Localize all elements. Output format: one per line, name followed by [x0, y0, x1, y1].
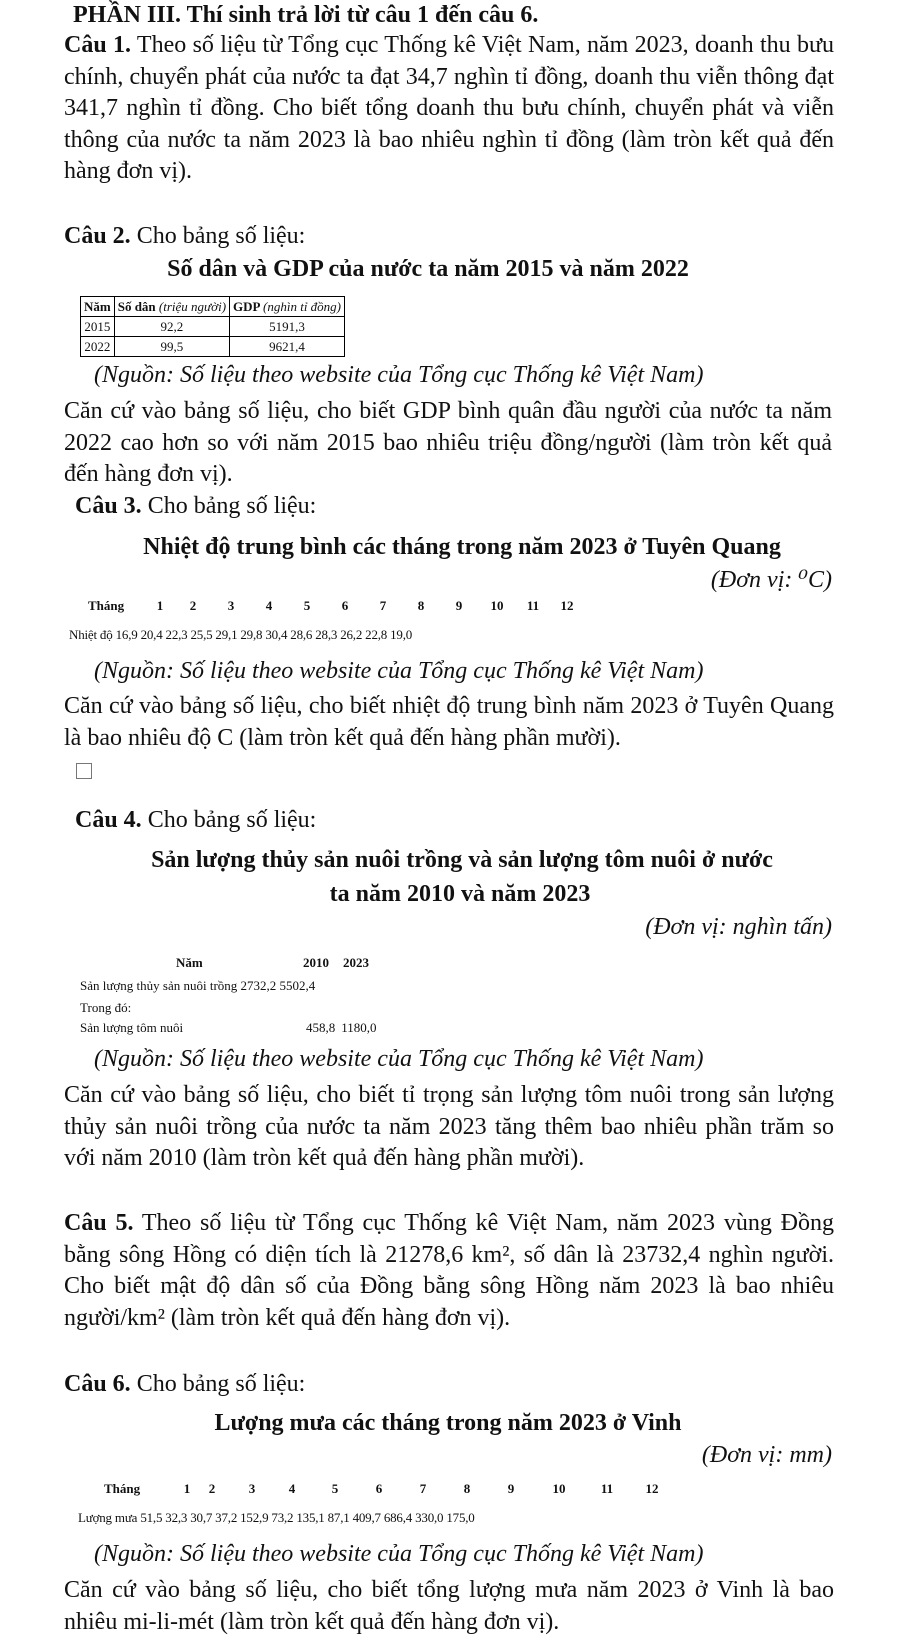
- question-4-text: Căn cứ vào bảng số liệu, cho biết tỉ trọng sản lượng tôm nuôi trong sản lượng thủy sản nuôi trồng của nước ta năm 2023 tăng thêm bao nhiêu phần trăm so với năm 2010 (làm tròn kết quả đến hàng phần mười).: [64, 1082, 834, 1171]
- q3-value: 30,4: [265, 627, 288, 642]
- q4-row-3-value: 1180,0: [341, 1020, 377, 1035]
- gdp-table: [80, 296, 345, 357]
- question-3-intro: [75, 491, 855, 523]
- q6-month: 6: [375, 1481, 383, 1496]
- question-2-intro: [64, 221, 844, 253]
- q6-month-label: Tháng: [104, 1481, 141, 1496]
- q3-month: 2: [189, 598, 197, 613]
- q3-month: 12: [560, 598, 574, 613]
- q3-value: 29,1: [215, 627, 238, 642]
- q6-value: 330,0: [415, 1510, 444, 1525]
- q3-value: 19,0: [390, 627, 413, 642]
- table-header-row: [81, 297, 345, 317]
- q4-row-2-label: Trong đó:: [80, 1000, 132, 1015]
- q6-value: 686,4: [383, 1510, 413, 1525]
- empty-box: [76, 763, 92, 779]
- q6-value: 51,5: [140, 1510, 163, 1525]
- q6-value: 73,2: [271, 1510, 294, 1525]
- q6-source: (Nguồn: Số liệu theo website của Tổng cục Thống kê Việt Nam): [94, 1541, 704, 1567]
- q3-month: 1: [156, 598, 164, 613]
- question-5-label: Câu 5.: [64, 1210, 134, 1236]
- q3-table-title: Nhiệt độ trung bình các tháng trong năm 2023 ở Tuyên Quang: [143, 534, 781, 560]
- q3-value: 26,2: [340, 627, 363, 642]
- question-5: [64, 1208, 834, 1334]
- question-4-intro-text: Cho bảng số liệu:: [147, 807, 317, 833]
- q3-value: 20,4: [140, 627, 163, 642]
- q6-value: 409,7: [352, 1510, 381, 1525]
- q6-unit: (Đơn vị: mm): [701, 1442, 832, 1468]
- table-row: [81, 337, 345, 357]
- q6-value: 32,3: [165, 1510, 188, 1525]
- q3-month-label: Tháng: [88, 598, 125, 613]
- q4-source: (Nguồn: Số liệu theo website của Tổng cục Thống kê Việt Nam): [94, 1046, 704, 1072]
- q6-month: 4: [288, 1481, 296, 1496]
- q6-month: 3: [248, 1481, 256, 1496]
- q3-month: 7: [379, 598, 387, 613]
- table-header-population: [114, 297, 229, 317]
- q3-month: 11: [526, 598, 540, 613]
- question-2-label: Câu 2.: [64, 223, 131, 249]
- q6-month: 1: [183, 1481, 191, 1496]
- question-2-intro-text: Cho bảng số liệu:: [136, 223, 306, 249]
- q6-month: 12: [645, 1481, 659, 1496]
- q4-year-values: [303, 955, 369, 971]
- question-6-intro-text: Cho bảng số liệu:: [136, 1371, 306, 1397]
- q4-row-1-value: 5502,4: [279, 978, 316, 993]
- q6-value: 175,0: [446, 1510, 475, 1525]
- q6-month: 10: [552, 1481, 566, 1496]
- q4-year-row: [176, 955, 203, 971]
- table-cell: 99,5: [114, 337, 229, 357]
- q3-value: 28,3: [315, 627, 338, 642]
- q3-month: 10: [490, 598, 504, 613]
- q4-row-3: [80, 1020, 183, 1036]
- q3-month: 8: [417, 598, 425, 613]
- q6-value: 30,7: [190, 1510, 213, 1525]
- question-4-label: Câu 4.: [75, 807, 142, 833]
- q3-month: 4: [265, 598, 273, 613]
- q3-value-row: [69, 627, 412, 643]
- question-6-text: Căn cứ vào bảng số liệu, cho biết tổng lượng mưa năm 2023 ở Vinh là bao nhiêu mi-li-mét (làm tròn kết quả đến hàng đơn vị).: [64, 1577, 834, 1635]
- q2-source: (Nguồn: Số liệu theo website của Tổng cục Thống kê Việt Nam): [94, 362, 704, 388]
- q3-value-label: Nhiệt độ: [69, 627, 113, 642]
- header-population-unit: (triệu người): [158, 298, 227, 314]
- q6-month: 11: [600, 1481, 614, 1496]
- q6-value: 135,1: [296, 1510, 325, 1525]
- question-4-intro: [75, 805, 855, 837]
- q6-value: 37,2: [215, 1510, 238, 1525]
- q6-month: 7: [419, 1481, 427, 1496]
- q6-month: 9: [507, 1481, 515, 1496]
- table-header-gdp: [230, 297, 345, 317]
- q6-table-title: Lượng mưa các tháng trong năm 2023 ở Vinh: [214, 1410, 682, 1436]
- header-gdp-unit: (nghìn tỉ đồng): [263, 298, 342, 314]
- q3-month: 3: [227, 598, 235, 613]
- q4-row-1-label: Sản lượng thủy sản nuôi trồng: [80, 978, 238, 993]
- header-gdp-label: GDP: [233, 298, 264, 314]
- q4-table-title-line1: Sản lượng thủy sản nuôi trồng và sản lượng tôm nuôi ở nước: [151, 847, 773, 873]
- q3-value: 22,8: [365, 627, 388, 642]
- q4-row-3-label: Sản lượng tôm nuôi: [80, 1020, 184, 1035]
- q4-row-3-values: [306, 1020, 377, 1036]
- q3-month: 9: [455, 598, 463, 613]
- table-cell: 92,2: [114, 317, 229, 337]
- q6-value: 152,9: [240, 1510, 269, 1525]
- q3-source: (Nguồn: Số liệu theo website của Tổng cục Thống kê Việt Nam): [94, 658, 704, 684]
- q3-unit: (Đơn vị: ⁰C): [710, 567, 832, 593]
- q3-value: 28,6: [290, 627, 313, 642]
- question-1-label: Câu 1.: [64, 32, 132, 58]
- question-3-text: Căn cứ vào bảng số liệu, cho biết nhiệt độ trung bình năm 2023 ở Tuyên Quang là bao nhiêu độ C (làm tròn kết quả đến hàng phần mười).: [64, 693, 834, 751]
- q4-row-3-value: 458,8: [306, 1020, 336, 1035]
- q6-month: 2: [208, 1481, 216, 1496]
- q4-year: 2010: [303, 955, 329, 970]
- q3-month: 5: [303, 598, 311, 613]
- table-cell: 2015: [81, 317, 115, 337]
- q3-month-row: [88, 598, 584, 614]
- q6-month: 5: [331, 1481, 339, 1496]
- question-3-intro-text: Cho bảng số liệu:: [147, 493, 317, 519]
- q4-table-title-line2: ta năm 2010 và năm 2023: [329, 881, 591, 907]
- question-5-text: Theo số liệu từ Tổng cục Thống kê Việt Nam, năm 2023 vùng Đồng bằng sông Hồng có diện tích là 21278,6 km², số dân là 23732,4 nghìn người. Cho biết mật độ dân số của Đồng bằng sông Hồng năm 2023 là bao nhiêu người/km² (làm tròn kết quả đến hàng đơn vị).: [64, 1210, 834, 1331]
- question-1: [64, 30, 834, 188]
- q4-year-label: Năm: [176, 955, 203, 970]
- q6-month: 8: [463, 1481, 471, 1496]
- q3-value: 16,9: [115, 627, 138, 642]
- q6-month-row: [104, 1481, 674, 1497]
- table-cell: 5191,3: [230, 317, 345, 337]
- table-row: [81, 317, 345, 337]
- table-header-year: Năm: [81, 297, 115, 317]
- q6-value-label: Lượng mưa: [78, 1510, 138, 1525]
- header-population-label: Số dân: [117, 298, 159, 314]
- q6-value: 87,1: [327, 1510, 350, 1525]
- q6-value-row: [78, 1510, 475, 1526]
- question-1-text: Theo số liệu từ Tổng cục Thống kê Việt Nam, năm 2023, doanh thu bưu chính, chuyển phát của nước ta đạt 34,7 nghìn tỉ đồng, doanh thu viễn thông đạt 341,7 nghìn tỉ đồng. Cho biết tổng doanh thu bưu chính, chuyển phát và viễn thông của nước ta năm 2023 là bao nhiêu nghìn tỉ đồng (làm tròn kết quả đến hàng đơn vị).: [64, 32, 834, 184]
- q4-row-1-value: 2732,2: [240, 978, 277, 993]
- table-cell: 2022: [81, 337, 115, 357]
- q3-value: 25,5: [190, 627, 213, 642]
- section-header: PHẦN III. Thí sinh trả lời từ câu 1 đến câu 6.: [73, 2, 539, 28]
- question-3-label: Câu 3.: [75, 493, 142, 519]
- question-6-intro: [64, 1369, 844, 1401]
- q4-row-1: [80, 978, 315, 994]
- q4-year: 2023: [343, 955, 369, 970]
- question-6-label: Câu 6.: [64, 1371, 131, 1397]
- q3-value: 22,3: [165, 627, 188, 642]
- q4-unit: (Đơn vị: nghìn tấn): [645, 914, 832, 940]
- q2-table-title: Số dân và GDP của nước ta năm 2015 và năm 2022: [167, 256, 689, 282]
- q3-value: 29,8: [240, 627, 263, 642]
- q4-row-2: [80, 1000, 131, 1016]
- table-cell: 9621,4: [230, 337, 345, 357]
- q3-month: 6: [341, 598, 349, 613]
- question-2-text: Căn cứ vào bảng số liệu, cho biết GDP bình quân đầu người của nước ta năm 2022 cao hơn so với năm 2015 bao nhiêu triệu đồng/người (làm tròn kết quả đến hàng đơn vị).: [64, 398, 832, 487]
